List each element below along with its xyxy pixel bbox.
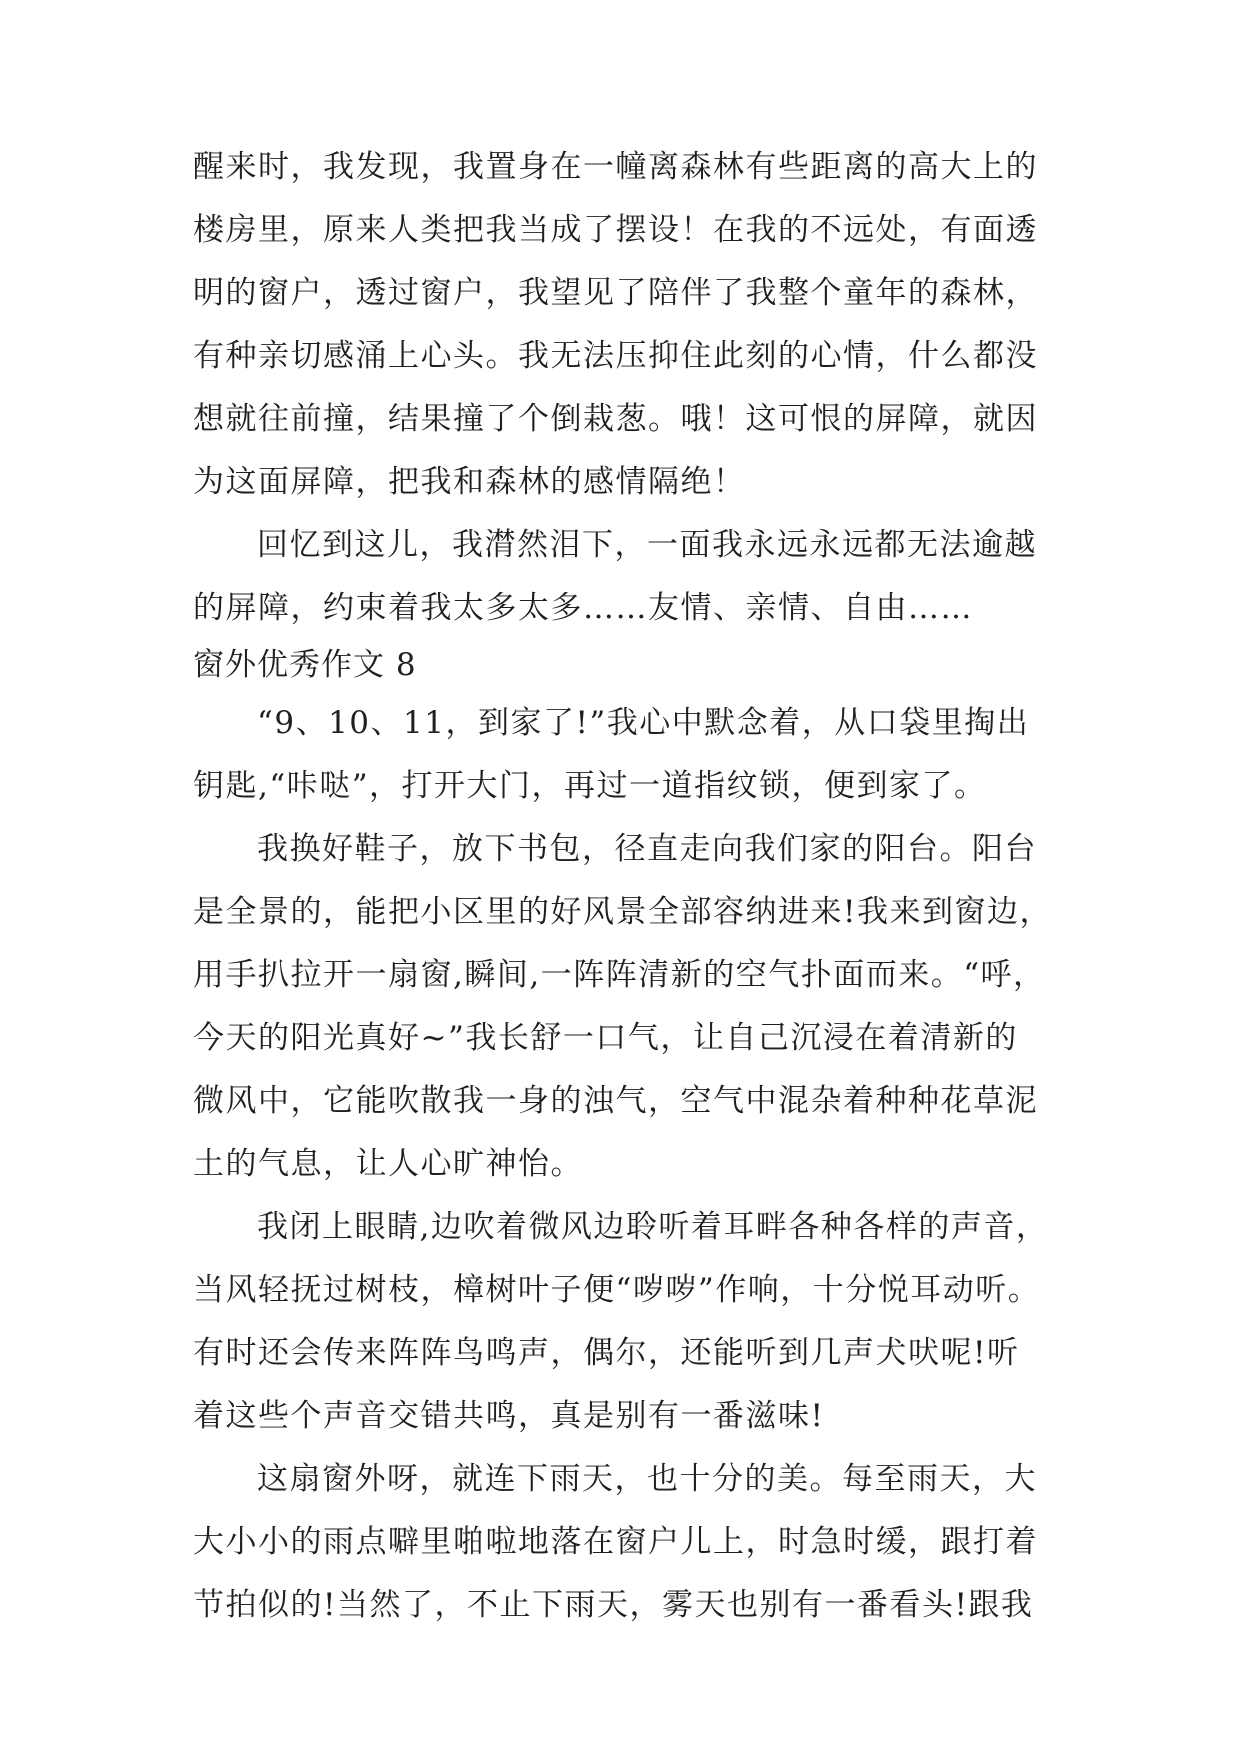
paragraph-line: 今天的阳光真好~”我长舒一口气，让自己沉浸在着清新的 [193,1020,1018,1056]
paragraph-line: 有时还会传来阵阵鸟鸣声，偶尔，还能听到几声犬吠呢!听 [193,1335,1020,1371]
paragraph-line: 是全景的，能把小区里的好风景全部容纳进来!我来到窗边， [193,894,1052,930]
paragraph-line: 的屏障，约束着我太多太多……友情、亲情、自由…… [193,590,973,626]
paragraph-line: 醒来时，我发现，我置身在一幢离森林有些距离的高大上的 [193,149,1038,185]
paragraph-line: 节拍似的!当然了，不止下雨天，雾天也别有一番看头!跟我 [193,1587,1034,1623]
paragraph-line: 明的窗户，透过窗户，我望见了陪伴了我整个童年的森林， [193,275,1038,311]
paragraph-line: 大小小的雨点噼里啪啦地落在窗户儿上，时急时缓，跟打着 [193,1524,1038,1560]
paragraph-line: 土的气息，让人心旷神怡。 [193,1146,583,1182]
paragraph-line: 当风轻抚过树枝，樟树叶子便“哕哕”作响，十分悦耳动听。 [193,1272,1041,1308]
paragraph-first-line: “9、10、11，到家了!”我心中默念着，从口袋里掏出 [257,705,1030,741]
paragraph-first-line: 回忆到这儿，我潸然泪下，一面我永远永远都无法逾越 [257,527,1037,563]
paragraph-line: 楼房里，原来人类把我当成了摆设！在我的不远处，有面透 [193,212,1038,248]
paragraph-first-line: 我闭上眼睛,边吹着微风边聆听着耳畔各种各样的声音， [257,1209,1049,1245]
paragraph-line: 着这些个声音交错共鸣，真是别有一番滋味! [193,1398,825,1434]
paragraph-line: 为这面屏障，把我和森林的感情隔绝！ [193,464,746,500]
paragraph-line: 用手扒拉开一扇窗,瞬间,一阵阵清新的空气扑面而来。“呼， [193,957,1046,993]
paragraph-first-line: 这扇窗外呀，就连下雨天，也十分的美。每至雨天，大 [257,1461,1037,1497]
section-heading: 窗外优秀作文 8 [193,647,417,683]
paragraph-line: 微风中，它能吹散我一身的浊气，空气中混杂着种种花草泥 [193,1083,1038,1119]
paragraph-line: 钥匙,“咔哒”，打开大门，再过一道指纹锁，便到家了。 [193,768,987,804]
paragraph-first-line: 我换好鞋子，放下书包，径直走向我们家的阳台。阳台 [257,831,1037,867]
paragraph-line: 有种亲切感涌上心头。我无法压抑住此刻的心情，什么都没 [193,338,1038,374]
paragraph-line: 想就往前撞，结果撞了个倒栽葱。哦！这可恨的屏障，就因 [193,401,1038,437]
